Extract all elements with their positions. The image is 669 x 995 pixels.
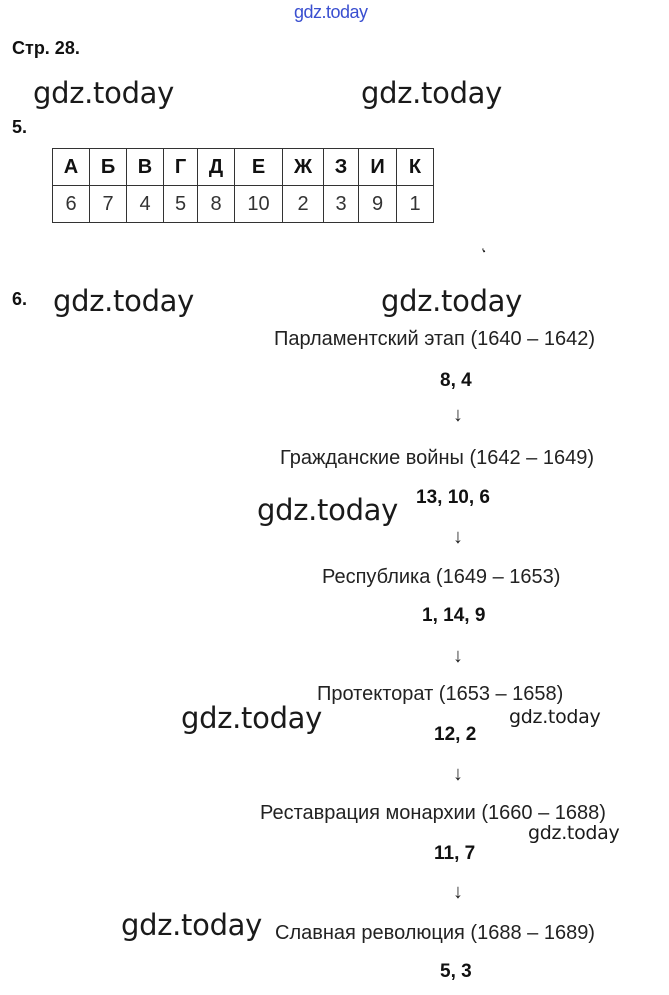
value-cell: 7	[90, 186, 127, 223]
task-5-number: 5.	[12, 117, 28, 137]
header-cell: А	[53, 149, 90, 186]
watermark: gdz.today	[361, 76, 503, 110]
watermark: gdz.today	[53, 284, 195, 318]
answer-table-value-row	[53, 186, 434, 223]
header-cell: Е	[235, 149, 283, 186]
stage-points: 13, 10, 6	[416, 487, 490, 508]
header-watermark: gdz.today	[294, 2, 368, 22]
stage-title: Парламентский этап (1640 – 1642)	[274, 328, 595, 350]
page-label: Стр. 28.	[12, 38, 80, 58]
header-cell: В	[127, 149, 164, 186]
answer-table-header-row	[53, 149, 434, 186]
watermark: gdz.today	[121, 908, 263, 942]
header-cell: Д	[198, 149, 235, 186]
header-cell: Ж	[283, 149, 324, 186]
down-arrow-icon: ↓	[453, 404, 463, 426]
value-cell: 10	[235, 186, 283, 223]
stage-points: 12, 2	[434, 724, 477, 745]
down-arrow-icon: ↓	[453, 881, 463, 903]
stray-mark: ‘	[479, 244, 493, 264]
watermark: gdz.today	[257, 493, 399, 527]
header-cell: Г	[164, 149, 198, 186]
value-cell: 9	[359, 186, 397, 223]
header-cell: К	[397, 149, 434, 186]
value-cell: 8	[198, 186, 235, 223]
header-cell: Б	[90, 149, 127, 186]
watermark: gdz.today	[509, 706, 601, 728]
header-cell: И	[359, 149, 397, 186]
down-arrow-icon: ↓	[453, 645, 463, 667]
down-arrow-icon: ↓	[453, 763, 463, 785]
watermark: gdz.today	[181, 701, 323, 735]
value-cell: 1	[397, 186, 434, 223]
value-cell: 6	[53, 186, 90, 223]
watermark: gdz.today	[33, 76, 175, 110]
task-6-number: 6.	[12, 289, 28, 309]
stage-title: Республика (1649 – 1653)	[322, 566, 561, 588]
value-cell: 4	[127, 186, 164, 223]
answer-table	[52, 148, 434, 223]
header-cell: З	[324, 149, 359, 186]
stage-points: 8, 4	[440, 370, 472, 391]
value-cell: 3	[324, 186, 359, 223]
stage-title: Реставрация монархии (1660 – 1688)	[260, 802, 606, 824]
down-arrow-icon: ↓	[453, 526, 463, 548]
stage-points: 5, 3	[440, 961, 472, 982]
stage-points: 11, 7	[434, 843, 476, 864]
stage-title: Гражданские войны (1642 – 1649)	[280, 447, 594, 469]
value-cell: 5	[164, 186, 198, 223]
stage-points: 1, 14, 9	[422, 605, 486, 626]
stage-title: Протекторат (1653 – 1658)	[317, 683, 564, 705]
watermark: gdz.today	[528, 822, 620, 844]
stage-title: Славная революция (1688 – 1689)	[275, 922, 595, 944]
watermark: gdz.today	[381, 284, 523, 318]
value-cell: 2	[283, 186, 324, 223]
